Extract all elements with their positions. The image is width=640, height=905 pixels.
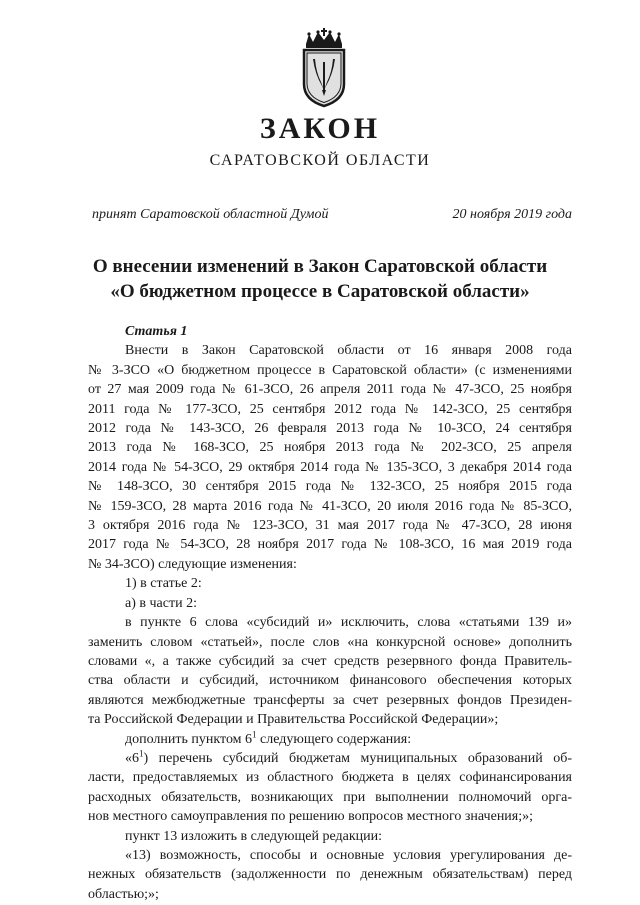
law-title-line: «О бюджетном процессе в Саратовской области» — [110, 281, 530, 302]
text-line: в пункте 6 слова «субсидий и» исключить, слова «статьями 139 и» — [125, 615, 572, 631]
text-fragment: «6 — [125, 750, 139, 766]
paragraph-point-6-1 — [88, 749, 572, 827]
text-line: № 148-ЗСО, 30 сентября 2015 года № 132-ЗСО, 25 ноября 2015 года — [88, 479, 572, 495]
text-line: 2017 года № 54-ЗСО, 28 ноября 2017 года № 108-ЗСО, 16 мая 2019 года — [88, 537, 572, 553]
text-line — [88, 749, 572, 768]
adopted-by: принят Саратовской областной Думой — [92, 207, 329, 222]
text-line: ласти, предоставляемых из областного бюджета в целях софинансирования — [88, 770, 572, 786]
text-line: нов местного самоуправления по решению вопросов местного значения;»; — [88, 809, 534, 825]
text-line: словами «, а также субсидий за счет средств резервного фонда Правитель- — [88, 653, 572, 669]
text-line: расходных обязательств, возникающих при выполнении полномочий орга- — [88, 789, 572, 805]
law-title-line: О внесении изменений в Закон Саратовской области — [92, 256, 548, 277]
text-line: ства области и субсидий, источником финансового обеспечения которых — [88, 673, 572, 689]
text-line: от 27 мая 2009 года № 61-ЗСО, 26 апреля 2011 года № 47-ЗСО, 25 ноября — [88, 382, 572, 398]
text-line: Внести в Закон Саратовской области от 16 января 2008 года — [125, 343, 572, 359]
document-body — [88, 322, 572, 904]
superscript: 1 — [252, 728, 257, 739]
text-line: областью;»; — [88, 886, 159, 902]
text-fragment: следующего содержания: — [256, 731, 412, 747]
text-fragment: дополнить пунктом 6 — [125, 731, 253, 747]
paragraph-amendments-list — [88, 341, 572, 574]
text-line: заменить словом «статьей», после слов «на конкурсной основе» дополнить — [88, 634, 572, 650]
text-line: 3 октября 2016 года № 123-ЗСО, 31 мая 2017 года № 47-ЗСО, 28 июня — [88, 518, 572, 534]
text-line: 2012 года № 143-ЗСО, 26 февраля 2013 года № 10-ЗСО, 24 сентября — [88, 421, 572, 437]
document-subtitle: САРАТОВСКОЙ ОБЛАСТИ — [209, 152, 431, 169]
paragraph-point-13-text — [88, 846, 572, 904]
text-line: 2014 года № 54-ЗСО, 29 октября 2014 года № 135-ЗСО, 3 декабря 2014 года — [88, 459, 572, 475]
paragraph-add-point — [88, 730, 572, 749]
saratov-coat-of-arms-icon — [296, 28, 352, 108]
document-title: ЗАКОН — [259, 112, 381, 145]
item-a: а) в части 2: — [125, 595, 197, 611]
text-line: 2011 года № 177-ЗСО, 25 сентября 2012 года № 142-ЗСО, 25 сентября — [88, 401, 572, 417]
law-title — [40, 254, 600, 304]
text-line: № 34-ЗСО) следующие изменения: — [88, 556, 297, 572]
text-line: та Российской Федерации и Правительства Российской Федерации»; — [88, 712, 499, 728]
item-1: 1) в статье 2: — [125, 576, 202, 592]
text-line: № 3-ЗСО «О бюджетном процессе в Саратовской области» (с изменениями — [88, 362, 572, 378]
superscript: 1 — [139, 748, 144, 759]
article-heading: Статья 1 — [125, 324, 188, 339]
text-line: являются межбюджетные трансферты за счет резервных фондов Президен- — [88, 692, 572, 708]
paragraph-point-6 — [88, 613, 572, 729]
paragraph-point-13: пункт 13 изложить в следующей редакции: — [125, 828, 382, 844]
text-fragment: ) перечень субсидий бюджетам муниципальных образований об- — [143, 750, 572, 766]
adoption-date: 20 ноября 2019 года — [452, 207, 572, 222]
text-line: № 159-ЗСО, 28 марта 2016 года № 41-ЗСО, 20 июля 2016 года № 85-ЗСО, — [88, 498, 572, 514]
text-line: «13) возможность, способы и основные условия урегулирования де- — [125, 847, 572, 863]
text-line: 2013 года № 168-ЗСО, 25 ноября 2013 года № 202-ЗСО, 25 апреля — [88, 440, 572, 456]
text-line: нежных обязательств (задолженности по денежным обязательствам) перед — [88, 867, 572, 883]
